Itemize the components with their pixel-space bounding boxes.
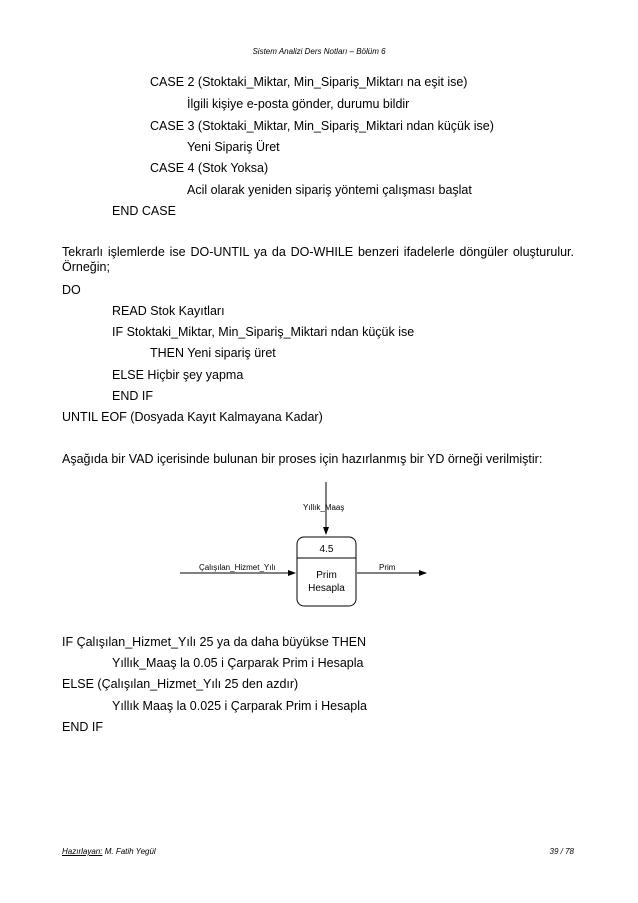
footer-author-name: M. Fatih Yegül xyxy=(104,847,156,856)
else-service-line: ELSE (Çalışılan_Hizmet_Yılı 25 den azdır) xyxy=(62,677,299,691)
case-4-action: Acil olarak yeniden sipariş yöntemi çalışması başlat xyxy=(187,183,472,197)
left-flow-label: Çalışılan_Hizmet_Yılı xyxy=(199,563,276,572)
page-number: 39 / 78 xyxy=(549,847,574,856)
footer-author xyxy=(62,847,156,856)
right-flow-label: Prim xyxy=(379,563,396,572)
process-id: 4.5 xyxy=(319,544,334,555)
do-line: DO xyxy=(62,283,81,297)
read-line: READ Stok Kayıtları xyxy=(112,304,225,318)
until-line: UNTIL EOF (Dosyada Kayıt Kalmayana Kadar) xyxy=(62,410,323,424)
case-2-line: CASE 2 (Stoktaki_Miktar, Min_Sipariş_Miktarı na eşit ise) xyxy=(150,75,468,89)
process-name-line2: Hesapla xyxy=(308,583,345,594)
then-line: THEN Yeni sipariş üret xyxy=(150,346,276,360)
process-name-line1: Prim xyxy=(316,570,337,581)
else-service-action: Yıllık Maaş la 0.025 i Çarparak Prim i Hesapla xyxy=(112,699,367,713)
case-2-action: İlgili kişiye e-posta gönder, durumu bildir xyxy=(187,97,410,111)
paragraph-loops: Tekrarlı işlemlerde ise DO-UNTIL ya da DO-WHILE benzeri ifadelerle döngüler oluşturulur. Örneğin; xyxy=(62,245,574,274)
end-if-service-line: END IF xyxy=(62,720,103,734)
case-3-action: Yeni Sipariş Üret xyxy=(187,140,280,154)
else-line: ELSE Hiçbir şey yapma xyxy=(112,368,244,382)
end-case-line: END CASE xyxy=(112,204,176,218)
top-flow-label: Yıllık_Maaş xyxy=(303,503,345,512)
if-service-action: Yıllık_Maaş la 0.05 i Çarparak Prim i Hesapla xyxy=(112,656,364,670)
page-footer xyxy=(62,847,574,856)
if-service-line: IF Çalışılan_Hizmet_Yılı 25 ya da daha büyükse THEN xyxy=(62,635,367,649)
end-if-line: END IF xyxy=(112,389,153,403)
case-4-line: CASE 4 (Stok Yoksa) xyxy=(150,161,269,175)
if-line: IF Stoktaki_Miktar, Min_Sipariş_Miktari ndan küçük ise xyxy=(112,325,415,339)
case-3-line: CASE 3 (Stoktaki_Miktar, Min_Sipariş_Miktari ndan küçük ise) xyxy=(150,119,494,133)
footer-prepared-label: Hazırlayan: xyxy=(62,847,103,856)
paragraph-dfd: Aşağıda bir VAD içerisinde bulunan bir proses için hazırlanmış bir YD örneği verilmiştir: xyxy=(62,452,543,466)
page-header: Sistem Analizi Ders Notları – Bölüm 6 xyxy=(252,47,386,56)
